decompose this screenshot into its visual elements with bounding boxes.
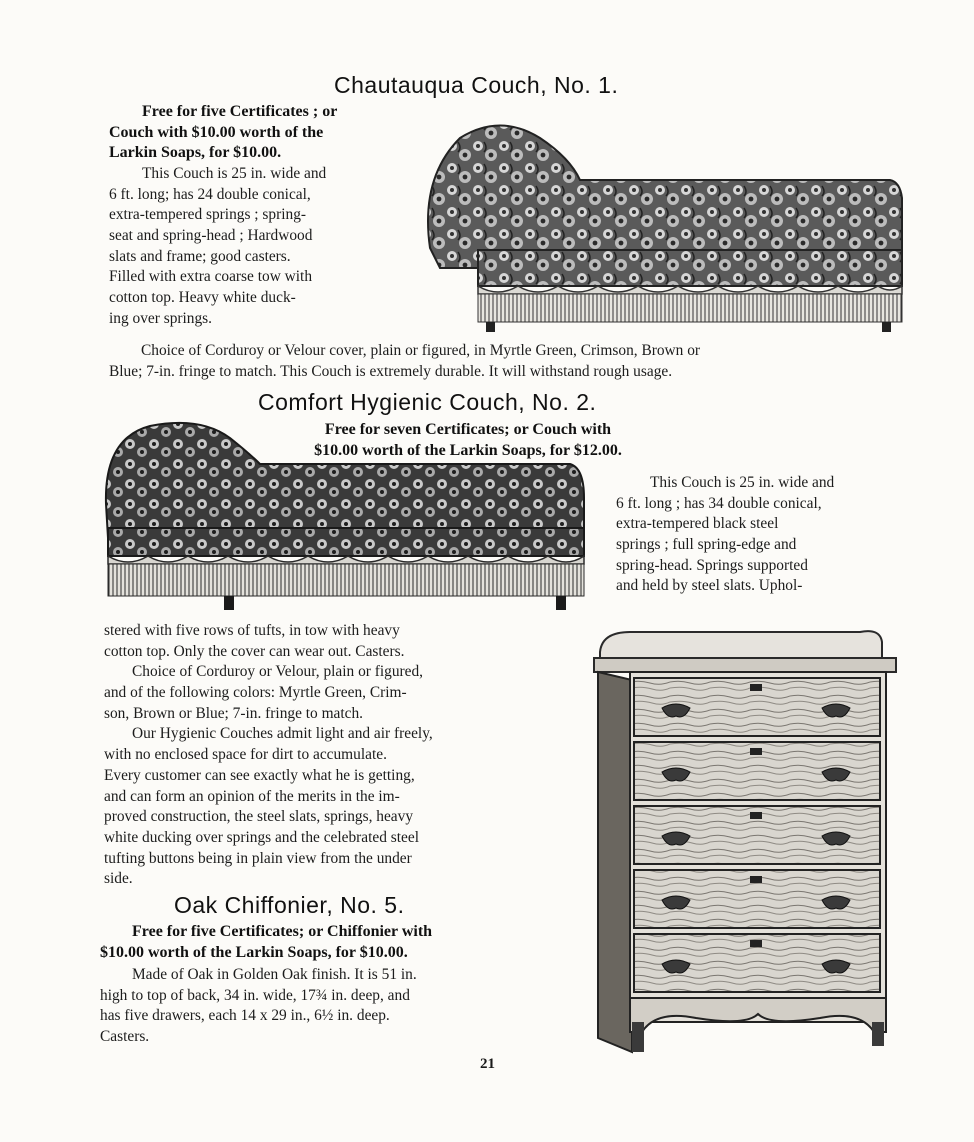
- couch2-body-left-line: and can form an opinion of the merits in the im-: [104, 787, 400, 805]
- oak-chiffonier-illustration: [590, 622, 900, 1060]
- couch1-offer-line: Free for five Certificates ; or: [142, 103, 338, 120]
- chiffonier-offer-line: Free for five Certificates; or Chiffonier with: [132, 923, 433, 940]
- couch1-body-line: ing over springs.: [109, 309, 213, 327]
- couch1-offer: [109, 101, 409, 163]
- couch2-body-left-line: Choice of Corduroy or Velour, plain or figured,: [132, 663, 424, 681]
- couch1-full-line: Choice of Corduroy or Velour cover, plain or figured, in Myrtle Green, Crimson, Brown or: [141, 342, 701, 359]
- couch1-offer-line: Larkin Soaps, for $10.00.: [109, 144, 282, 162]
- couch2-body-right-line: This Couch is 25 in. wide and: [650, 474, 835, 491]
- chiffonier-offer-line: $10.00 worth of the Larkin Soaps, for $10.00.: [100, 943, 408, 961]
- couch1-body-line: slats and frame; good casters.: [109, 247, 291, 265]
- couch2-body-left-line: cotton top. Only the cover can wear out. Casters.: [104, 642, 405, 660]
- chautauqua-couch-illustration: [420, 118, 910, 338]
- couch1-body-line: 6 ft. long; has 24 double conical,: [109, 185, 311, 203]
- couch2-body-right-line: and held by steel slats. Uphol-: [616, 577, 803, 595]
- couch2-body-left-line: white ducking over springs and the celebrated steel: [104, 828, 419, 846]
- chiffonier-body-line: has five drawers, each 14 x 29 in., 6½ in. deep.: [100, 1007, 390, 1025]
- couch1-body-line: This Couch is 25 in. wide and: [142, 165, 327, 182]
- couch1-body-line: Filled with extra coarse tow with: [109, 268, 313, 286]
- couch2-body-left-line: son, Brown or Blue; 7-in. fringe to match.: [104, 704, 364, 722]
- couch1-body-line: seat and spring-head ; Hardwood: [109, 227, 313, 245]
- couch2-title: Comfort Hygienic Couch, No. 2.: [258, 389, 597, 415]
- chiffonier-body-line: high to top of back, 34 in. wide, 17¾ in. deep, and: [100, 986, 410, 1004]
- couch2-offer-line: $10.00 worth of the Larkin Soaps, for $12.00.: [314, 441, 622, 459]
- couch2-body-left-line: and of the following colors: Myrtle Green, Crim-: [104, 684, 407, 702]
- hygienic-couch-illustration: [100, 418, 590, 616]
- couch2-body-right-line: extra-tempered black steel: [616, 515, 779, 533]
- chiffonier-title: Oak Chiffonier, No. 5.: [174, 892, 405, 918]
- chiffonier-body-line: Made of Oak in Golden Oak finish. It is 51 in.: [132, 966, 417, 983]
- couch1-description: [109, 164, 396, 330]
- couch1-title: Chautauqua Couch, No. 1.: [334, 72, 619, 98]
- couch2-description-right: [616, 473, 904, 597]
- page-number: 21: [480, 1056, 495, 1072]
- couch2-body-left-line: with no enclosed space for dirt to accumulate.: [104, 746, 387, 764]
- couch2-body-left-line: Every customer can see exactly what he is getting,: [104, 766, 415, 784]
- couch1-body-line: cotton top. Heavy white duck-: [109, 289, 296, 307]
- chiffonier-description: [100, 965, 550, 1048]
- couch2-body-left-line: Our Hygienic Couches admit light and air freely,: [132, 725, 433, 743]
- couch2-body-right-line: springs ; full spring-edge and: [616, 536, 797, 554]
- couch2-body-left-line: stered with five rows of tufts, in tow with heavy: [104, 622, 400, 639]
- couch1-cover-options: [109, 341, 909, 382]
- couch1-offer-line: Couch with $10.00 worth of the: [109, 123, 324, 141]
- couch1-body-line: extra-tempered springs ; spring-: [109, 206, 307, 224]
- couch2-body-right-line: 6 ft. long ; has 34 double conical,: [616, 494, 822, 512]
- couch1-full-line: Blue; 7-in. fringe to match. This Couch is extremely durable. It will withstand rough usage.: [109, 362, 673, 380]
- chiffonier-offer: [100, 921, 552, 962]
- couch2-offer-line: Free for seven Certificates; or Couch with: [324, 421, 612, 438]
- couch2-description-left: [104, 621, 550, 890]
- couch2-body-right-line: spring-head. Springs supported: [616, 556, 808, 574]
- chiffonier-body-line: Casters.: [100, 1028, 150, 1046]
- couch2-body-left-line: tufting buttons being in plain view from the under: [104, 849, 412, 867]
- couch2-body-left-line: proved construction, the steel slats, springs, heavy: [104, 808, 414, 826]
- couch2-body-left-line: side.: [104, 870, 133, 888]
